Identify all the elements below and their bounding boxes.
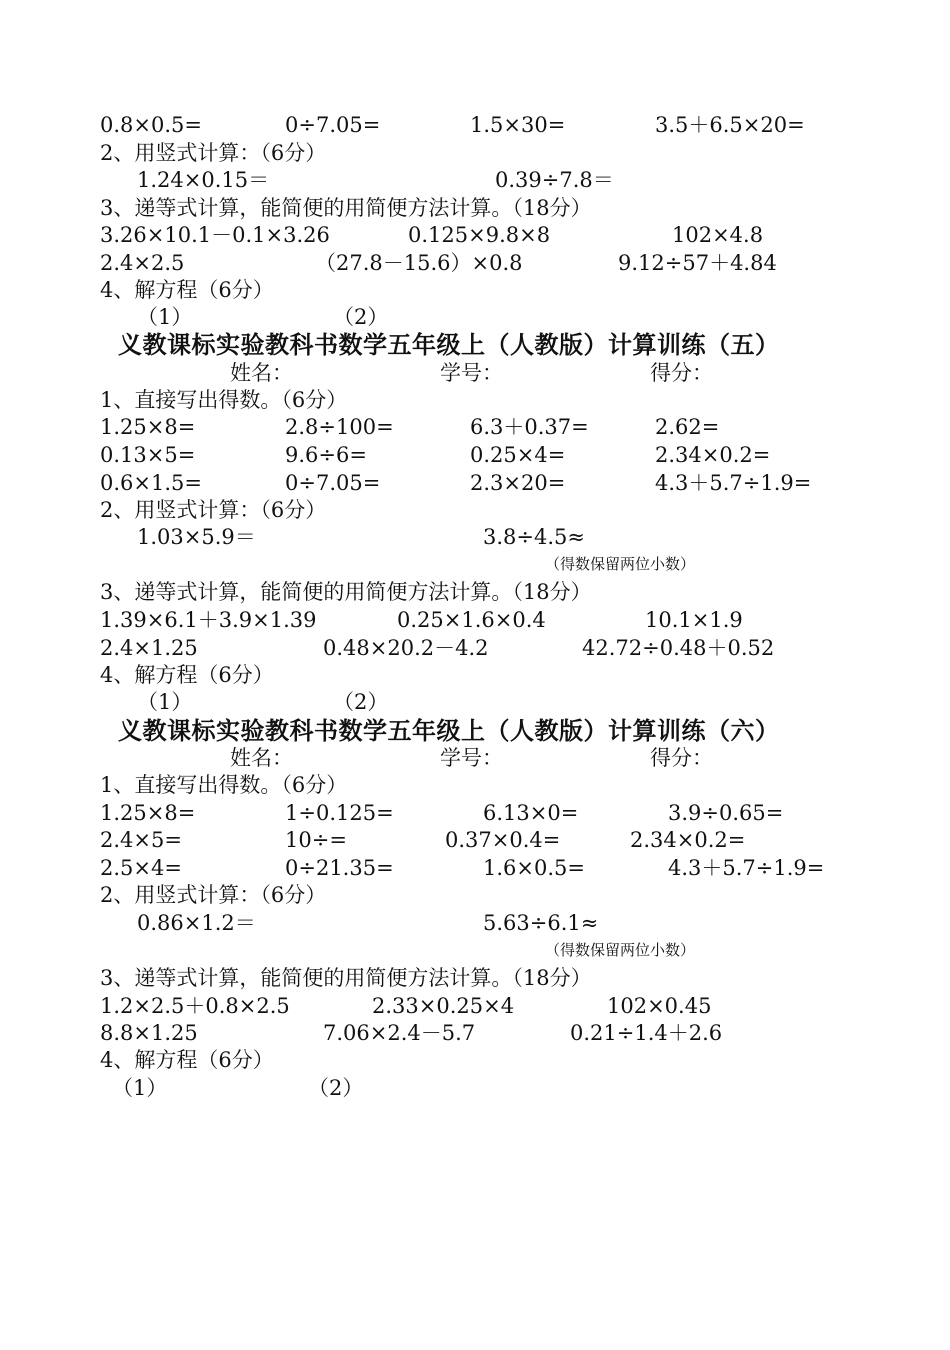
score-label: 得分： [650,746,713,770]
problem-text: 0.8×0.5= [100,113,202,137]
section-heading: 2、用竖式计算：（6分） [100,883,327,907]
worksheet-title: 义教课标实验教科书数学五年级上（人教版）计算训练（六） [118,717,780,745]
equation-label: （1） [137,690,193,714]
problem-text: 0.125×9.8×8 [408,223,551,247]
equation-label: （1） [137,305,193,329]
problem-text: 4.3＋5.7÷1.9= [668,856,825,880]
problem-text: 3.9÷0.65= [668,801,784,825]
problem-text: 0.48×20.2－4.2 [323,636,489,660]
problem-text: 2.3×20= [470,471,566,495]
student-id-label: 学号： [440,361,503,385]
problem-text: 10÷= [285,828,347,852]
problem-text: 8.8×1.25 [100,1021,198,1045]
problem-text: （27.8－15.6）×0.8 [315,251,523,275]
problem-text: 1÷0.125= [285,801,394,825]
problem-text: 0.13×5= [100,443,196,467]
section-heading: 2、用竖式计算：（6分） [100,498,327,522]
score-label: 得分： [650,361,713,385]
problem-text: 1.03×5.9＝ [137,525,256,549]
problem-text: 0÷7.05= [285,471,381,495]
problem-text: 0.39÷7.8＝ [495,168,614,192]
section-heading: 3、递等式计算，能简便的用简便方法计算。（18分） [100,580,592,604]
problem-text: 2.34×0.2= [630,828,746,852]
problem-text: 102×4.8 [672,223,764,247]
section-heading: 1、直接写出得数。（6分） [100,388,348,412]
problem-text: 2.62= [655,415,720,439]
problem-text: 1.24×0.15＝ [137,168,270,192]
problem-text: 6.13×0= [483,801,579,825]
problem-text: 102×0.45 [607,994,712,1018]
equation-label: （2） [333,305,389,329]
problem-text: 2.33×0.25×4 [372,994,515,1018]
problem-text: 0÷21.35= [285,856,394,880]
rounding-note: （得数保留两位小数） [545,555,696,573]
problem-text: 1.5×30= [470,113,566,137]
equation-label: （2） [308,1076,364,1100]
problem-text: 1.39×6.1＋3.9×1.39 [100,608,317,632]
problem-text: 3.8÷4.5≈ [483,525,585,549]
equation-label: （2） [333,690,389,714]
section-heading: 3、递等式计算，能简便的用简便方法计算。（18分） [100,966,592,990]
problem-text: 1.2×2.5＋0.8×2.5 [100,994,290,1018]
problem-text: 6.3＋0.37= [470,415,589,439]
worksheet-title: 义教课标实验教科书数学五年级上（人教版）计算训练（五） [118,331,780,359]
problem-text: 2.4×1.25 [100,636,198,660]
student-id-label: 学号： [440,746,503,770]
problem-text: 0.25×1.6×0.4 [397,608,546,632]
problem-text: 2.8÷100= [285,415,394,439]
section-heading: 2、用竖式计算：（6分） [100,141,327,165]
problem-text: 9.12÷57＋4.84 [618,251,777,275]
name-label: 姓名： [230,361,293,385]
section-heading: 1、直接写出得数。（6分） [100,773,348,797]
problem-text: 0.21÷1.4＋2.6 [570,1021,723,1045]
problem-text: 1.6×0.5= [483,856,585,880]
problem-text: 3.5＋6.5×20= [655,113,805,137]
rounding-note: （得数保留两位小数） [545,941,696,959]
problem-text: 7.06×2.4－5.7 [323,1021,476,1045]
section-heading: 4、解方程（6分） [100,278,274,302]
problem-text: 9.6÷6= [285,443,367,467]
section-heading: 3、递等式计算，能简便的用简便方法计算。（18分） [100,196,592,220]
problem-text: 10.1×1.9 [645,608,743,632]
problem-text: 0.6×1.5= [100,471,202,495]
problem-text: 1.25×8= [100,801,196,825]
problem-text: 3.26×10.1－0.1×3.26 [100,223,330,247]
problem-text: 2.4×5= [100,828,182,852]
problem-text: 4.3＋5.7÷1.9= [655,471,812,495]
problem-text: 2.34×0.2= [655,443,771,467]
problem-text: 2.5×4= [100,856,182,880]
problem-text: 0.37×0.4= [445,828,561,852]
problem-text: 2.4×2.5 [100,251,185,275]
problem-text: 5.63÷6.1≈ [483,911,599,935]
problem-text: 0.86×1.2＝ [137,911,256,935]
section-heading: 4、解方程（6分） [100,1048,274,1072]
problem-text: 42.72÷0.48＋0.52 [582,636,775,660]
problem-text: 0.25×4= [470,443,566,467]
name-label: 姓名： [230,746,293,770]
equation-label: （1） [112,1076,168,1100]
section-heading: 4、解方程（6分） [100,663,274,687]
problem-text: 0÷7.05= [285,113,381,137]
problem-text: 1.25×8= [100,415,196,439]
